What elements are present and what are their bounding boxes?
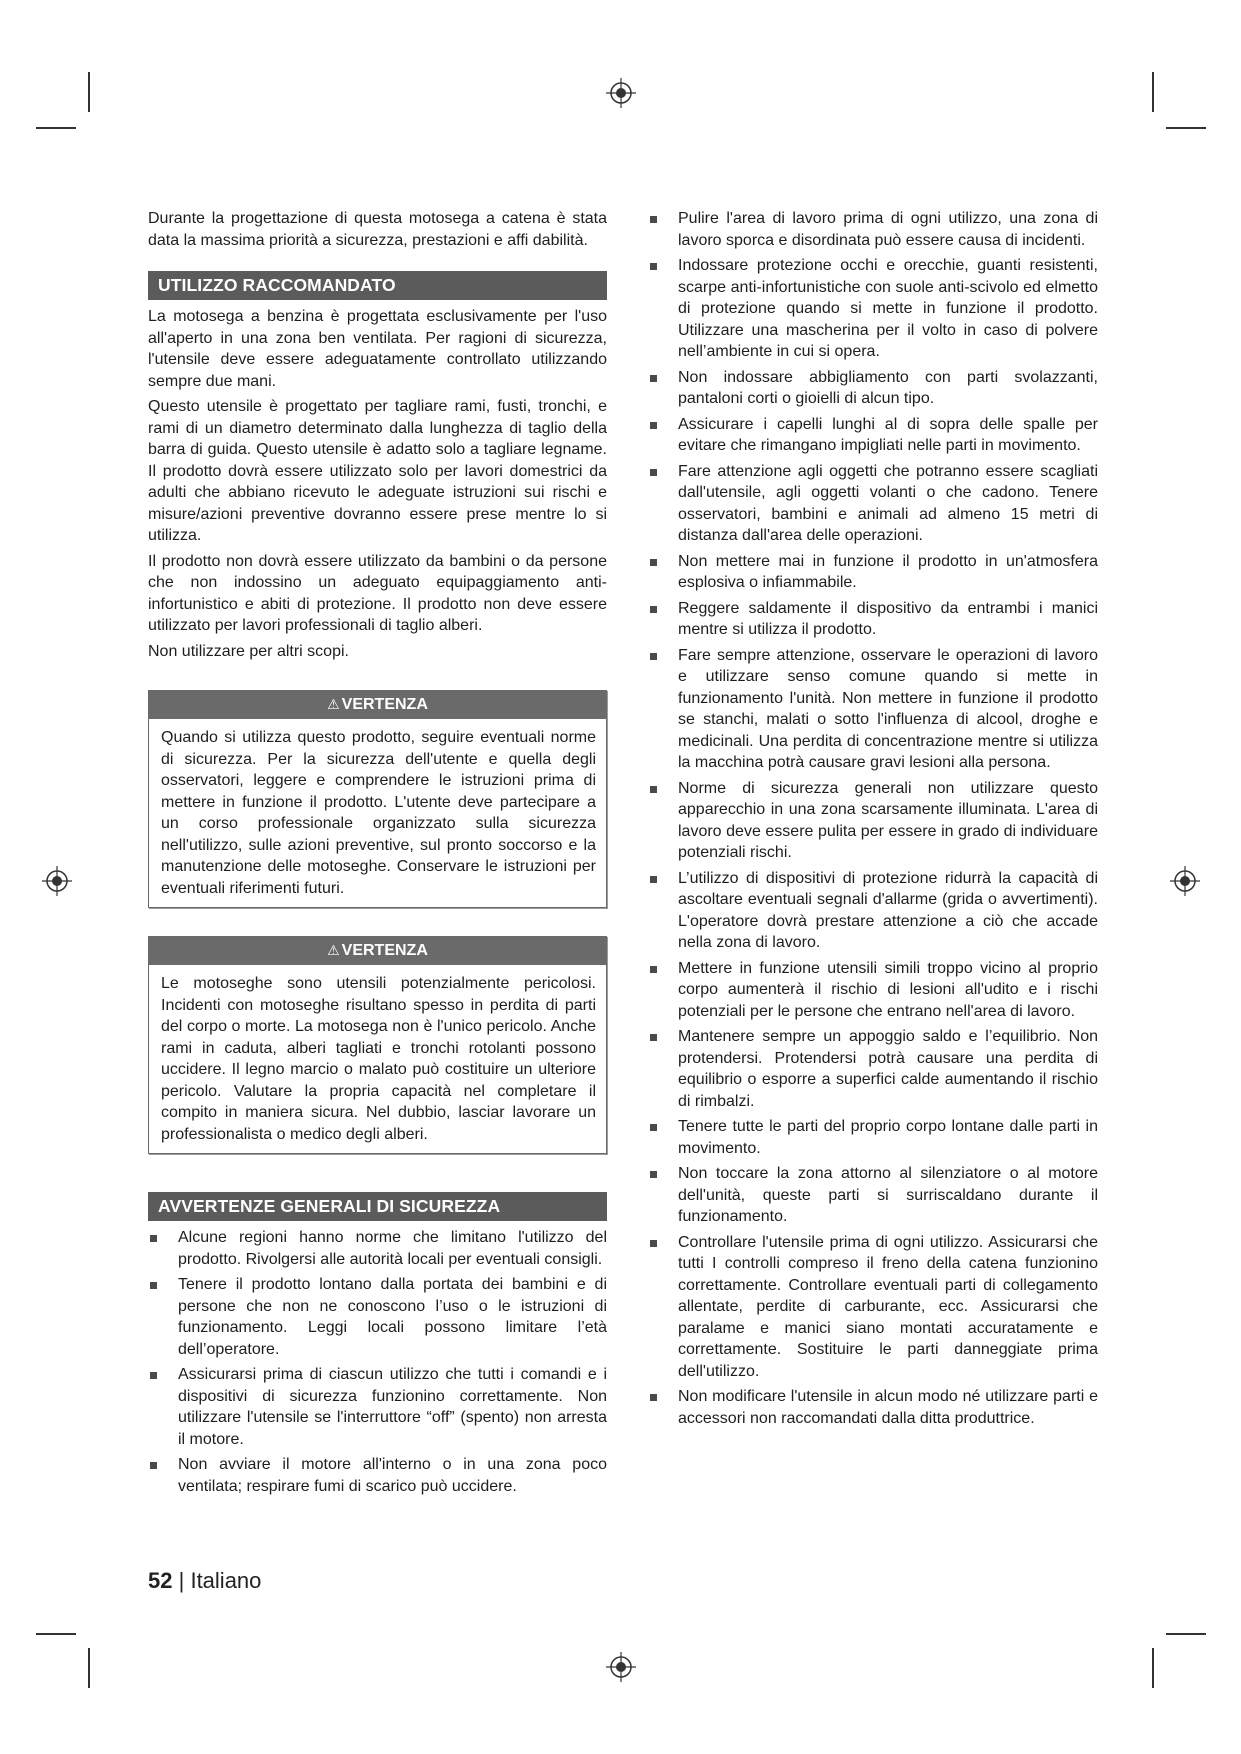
page-number: 52 [148,1568,173,1593]
warning-triangle-icon: ⚠ [327,942,340,958]
paragraph: Il prodotto non dovrà essere utilizzato da bambini o da persone che non indossino un adeguato equipaggiamento anti-infortunistico e abiti di protezione. Il prodotto non deve essere utilizzato per lavori professionali di taglio alberi. [148,552,607,634]
registration-mark-icon [606,1652,636,1682]
list-item: Controllare l'utensile prima di ogni utilizzo. Assicurarsi che tutti I controlli compreso il freno della catena funzionino correttamente. Controllare eventuali parti di collegamento allentate, perdite di carburante, ecc. Assicurarsi che paralame e manici siano montati accuratamente e correttamente. Sostituire le parti danneggiate prima dell'utilizzo. [648,1232,1098,1383]
crop-mark [1152,72,1154,112]
warning-box [148,936,607,1154]
list-item: Tenere il prodotto lontano dalla portata dei bambini e di persone che non ne conoscono l’uso o le istruzioni di funzionamento. Leggi locali possono limitare l’età dell’operatore. [148,1274,607,1360]
crop-mark [1152,1648,1154,1688]
list-item: Non avviare il motore all'interno o in una zona poco ventilata; respirare fumi di scarico può uccidere. [148,1454,607,1497]
list-item: Mantenere sempre un appoggio saldo e l’equilibrio. Non protendersi. Protendersi potrà causare una perdita di equilibrio o esporre a superfici calde aumentando il rischio di rimbalzi. [648,1026,1098,1112]
list-item: Pulire l'area di lavoro prima di ogni utilizzo, una zona di lavoro sporca e disordinata può essere causa di incidenti. [648,208,1098,251]
list-item: Tenere tutte le parti del proprio corpo lontane dalle parti in movimento. [648,1116,1098,1159]
list-item: Non modificare l'utensile in alcun modo né utilizzare parti e accessori non raccomandati dalla ditta produttrice. [648,1386,1098,1429]
warning-header [149,937,606,965]
paragraph: La motosega a benzina è progettata esclusivamente per l'uso all'aperto in una zona ben ventilata. Per ragioni di sicurezza, l'utensile deve essere adeguatamente controllato utilizzando sempre due mani. [148,308,607,390]
warning-title: VERTENZA [341,942,428,959]
list-item: Fare sempre attenzione, osservare le operazioni di lavoro e utilizzare senso comune quando si mette in funzionamento l'unità. Non mettere in funzione il prodotto se stanchi, malati o sotto l'influenza di alcool, droghe e medicinali. Una perdita di concentrazione mentre si utilizza la macchina potrà causare gravi lesioni alla persona. [648,645,1098,774]
crop-mark [1166,1633,1206,1635]
list-item: Assicurare i capelli lunghi al di sopra delle spalle per evitare che rimangano impigliati nelle parti in movimento. [648,414,1098,457]
crop-mark [88,1648,90,1688]
list-item: Mettere in funzione utensili simili troppo vicino al proprio corpo aumenterà il rischio di lesioni all'udito e i rischi potenziali per le persone che entrano nell'area di lavoro. [648,958,1098,1023]
registration-mark-icon [606,78,636,108]
section-title-recommended-use: UTILIZZO RACCOMANDATO [148,271,607,300]
warning-text: Quando si utilizza questo prodotto, seguire eventuali norme di sicurezza. Per la sicurezza dell'utente e quella degli osservatori, leggere e comprendere le istruzioni prima di mettere in funzione il prodotto. L'utente deve partecipare a un corso professionale organizzato sulla sicurezza nell'utilizzo, sulle azioni preventive, sul pronto soccorso e la manutenzione delle motoseghe. Conservare le istruzioni per eventuali riferimenti futuri. [161,729,596,897]
paragraph: Non utilizzare per altri scopi. [148,642,349,660]
crop-mark [36,127,76,129]
list-item: Indossare protezione occhi e orecchie, guanti resistenti, scarpe anti-infortunistiche con suole anti-scivolo ed elmetto di protezione quando si mette in funzione il prodotto. Utilizzare una mascherina per il volto in caso di polvere nell’ambiente in cui si opera. [648,255,1098,363]
intro-paragraph: Durante la progettazione di questa motosega a catena è stata data la massima priorità a sicurezza, prestazioni e affi dabilità. [148,210,607,249]
registration-mark-icon [42,866,72,896]
safety-list [648,208,1098,1429]
registration-mark-icon [1170,866,1200,896]
list-item: Norme di sicurezza generali non utilizzare questo apparecchio in una zona scarsamente illuminata. L'area di lavoro deve essere pulita per essere in grado di individuare potenziali rischi. [648,778,1098,864]
page-footer [148,1568,261,1594]
right-column [648,208,1098,1433]
list-item: Non indossare abbigliamento con parti svolazzanti, pantaloni corti o gioielli di alcun tipo. [648,367,1098,410]
list-item: Non toccare la zona attorno al silenziatore o al motore dell'unità, queste parti si surriscaldano durante il funzionamento. [648,1163,1098,1228]
warning-header [149,691,606,719]
section-title-general-safety: AVVERTENZE GENERALI DI SICUREZZA [148,1192,607,1221]
footer-separator: | [178,1568,185,1593]
list-item: Reggere saldamente il dispositivo da entrambi i manici mentre si utilizza il prodotto. [648,598,1098,641]
crop-mark [88,72,90,112]
list-item: Assicurarsi prima di ciascun utilizzo che tutti i comandi e i dispositivi di sicurezza funzionino correttamente. Non utilizzare l'utensile se l'interruttore “off” (spento) non arresta il motore. [148,1364,607,1450]
warning-triangle-icon: ⚠ [327,696,340,712]
general-safety-list [148,1227,607,1497]
warning-title: VERTENZA [341,696,428,713]
crop-mark [1166,127,1206,129]
list-item: Non mettere mai in funzione il prodotto in un'atmosfera esplosiva o infiammabile. [648,551,1098,594]
list-item: Fare attenzione agli oggetti che potranno essere scagliati dall'utensile, agli oggetti volanti o che cadono. Tenere osservatori, bambini e animali ad almeno 15 metri di distanza dall'area delle operazioni. [648,461,1098,547]
list-item: Alcune regioni hanno norme che limitano l'utilizzo del prodotto. Rivolgersi alle autorità locali per eventuali consigli. [148,1227,607,1270]
warning-text: Le motoseghe sono utensili potenzialmente pericolosi. Incidenti con motoseghe risultano spesso in perdita di parti del corpo o morte. La motosega non è l'unico pericolo. Anche rami in caduta, alberi tagliati e tronchi rotolanti possono uccidere. Il legno marcio o malato può costituire un ulteriore pericolo. Valutare la propria capacità nel completare il compito in maniera sicura. Nel dubbio, lasciar lavorare un professionalista o medico degli alberi. [161,975,596,1143]
left-column [148,208,607,1501]
footer-language: Italiano [190,1568,262,1593]
warning-box [148,690,607,908]
crop-mark [36,1633,76,1635]
list-item: L’utilizzo di dispositivi di protezione ridurrà la capacità di ascoltare eventuali segnali d'allarme (grida o avvertimenti). L'operatore dovrà prestare attenzione a ciò che accade nella zona di lavoro. [648,868,1098,954]
paragraph: Questo utensile è progettato per tagliare rami, fusti, tronchi, e rami di un diametro determinato dalla lunghezza di taglio della barra di guida. Questo utensile è adatto solo a tagliare legname. Il prodotto dovrà essere utilizzato solo per lavori domestrici da adulti che abbiano ricevuto le adeguate istruzioni sui rischi e misure/azioni preventive dovranno essere prese mentre lo si utilizza. [148,398,607,544]
